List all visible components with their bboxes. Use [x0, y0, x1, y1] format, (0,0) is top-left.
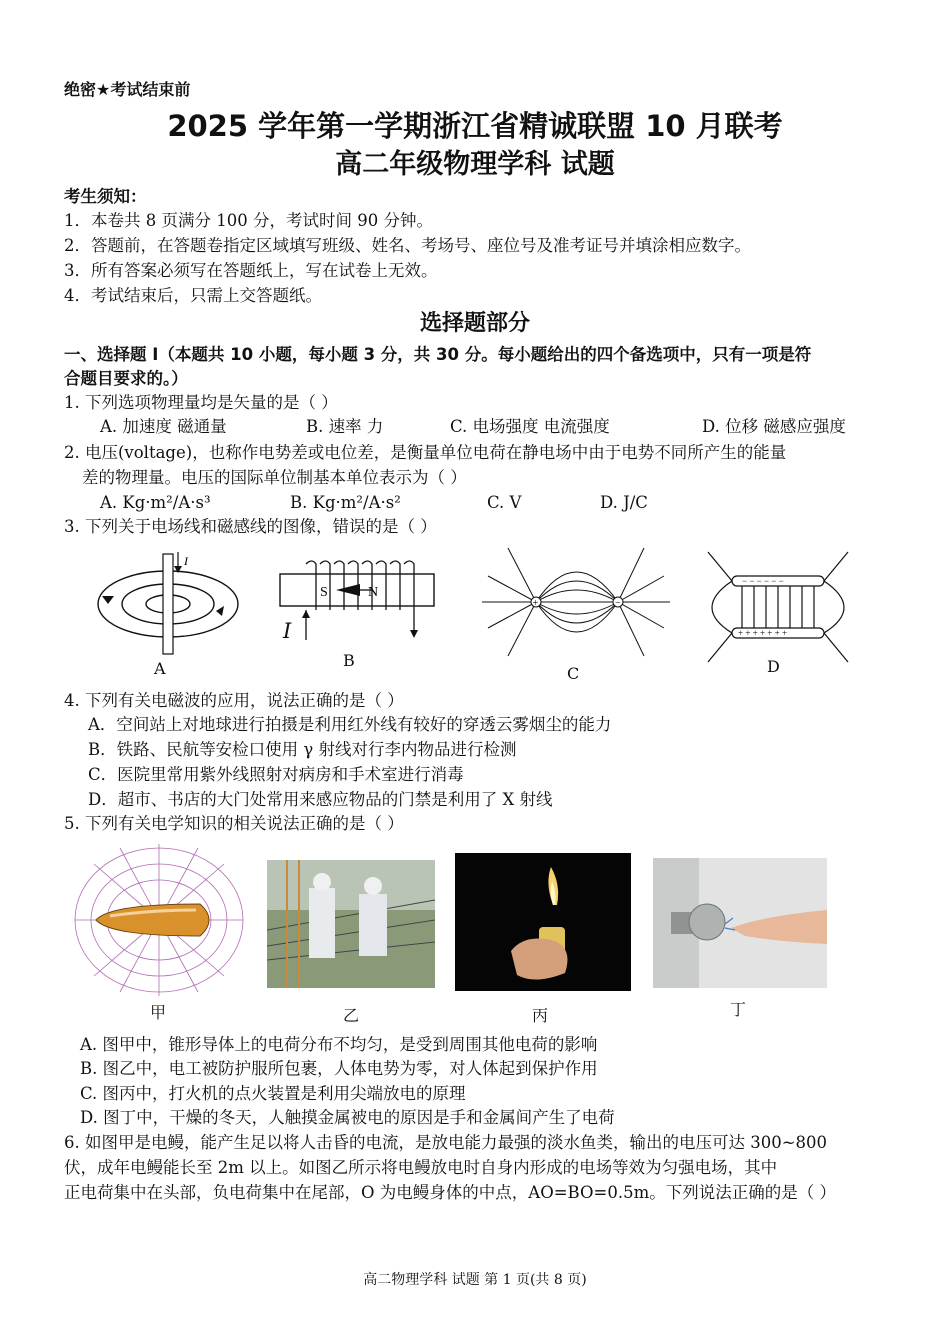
q5-option-d: D. 图丁中，干燥的冬天，人触摸金属被电的原因是手和金属间产生了电荷 [80, 1108, 615, 1127]
question-6-stem: 6. 如图甲是电鳗，能产生足以将人击昏的电流，是放电能力最强的淡水鱼类，输出的电压可达 300~800 [64, 1133, 828, 1152]
q4-option-b: B．铁路、民航等安检口使用 γ 射线对行李内物品进行检测 [88, 740, 517, 759]
q4-option-c: C．医院里常用紫外线照射对病房和手术室进行消毒 [88, 765, 464, 784]
q4-option-d: D．超市、书店的大门处常用来感应物品的门禁是利用了 X 射线 [88, 790, 553, 809]
q5-option-c: C. 图丙中，打火机的点火装置是利用尖端放电的原理 [80, 1084, 466, 1103]
q2-option-a: A. Kg·m²/A·s³ [100, 493, 211, 512]
figure-yi-electrician-photo [267, 860, 435, 988]
svg-text:−: − [615, 598, 621, 609]
figure-bing-lighter-photo [455, 853, 631, 991]
caption-bing: 丙 [532, 1006, 549, 1025]
figure-a-label: A [154, 659, 166, 678]
svg-text:+: + [532, 598, 539, 609]
figure-b-label: B [343, 651, 355, 670]
notice-item: 3．所有答案必须写在答题纸上，写在试卷上无效。 [64, 261, 438, 280]
caption-yi: 乙 [343, 1006, 360, 1025]
question-2-stem: 2. 电压(voltage)，也称作电势差或电位差，是衡量单位电荷在静电场中由于电势不同所产生的能量 [64, 443, 787, 462]
question-1-stem: 1. 下列选项物理量均是矢量的是（ ） [64, 393, 338, 412]
notice-item: 1．本卷共 8 页满分 100 分，考试时间 90 分钟。 [64, 211, 433, 230]
svg-text:− − − − − −: − − − − − − [742, 576, 784, 586]
exam-title: 2025 学年第一学期浙江省精诚联盟 10 月联考 [167, 109, 783, 143]
question-6-stem: 伏，成年电鳗能长至 2m 以上。如图乙所示将电鳗放电时自身内形成的电场等效为匀强电场，其中 [64, 1158, 778, 1177]
figure-c-label: C [567, 664, 580, 683]
question-3-stem: 3. 下列关于电场线和磁感线的图像，错误的是（ ） [64, 517, 437, 536]
q2-option-b: B. Kg·m²/A·s² [290, 493, 401, 512]
notice-item: 2．答题前，在答题卷指定区域填写班级、姓名、考场号、座位号及准考证号并填涂相应数字。 [64, 236, 751, 255]
q1-option-c: C. 电场强度 电流强度 [450, 417, 610, 436]
exam-subtitle: 高二年级物理学科 试题 [335, 149, 615, 180]
q4-option-a: A．空间站上对地球进行拍摄是利用红外线有较好的穿透云雾烟尘的能力 [88, 715, 612, 734]
figure-b-s-label: S [320, 585, 328, 600]
section-intro: 一、选择题 I（本题共 10 小题，每小题 3 分，共 30 分。每小题给出的四个备选项中，只有一项是符 [64, 345, 812, 364]
svg-text:+ + + + + + +: + + + + + + + [738, 628, 788, 638]
notice-heading: 考生须知： [64, 187, 147, 206]
section-intro: 合题目要求的。） [64, 369, 188, 388]
figure-a-current-label: I [184, 554, 188, 568]
section-title: 选择题部分 [419, 311, 530, 336]
figure-b-n-label: N [368, 585, 379, 600]
question-4-stem: 4. 下列有关电磁波的应用，说法正确的是（ ） [64, 691, 404, 710]
q5-option-b: B. 图乙中，电工被防护服所包裹，人体电势为零，对人体起到保护作用 [80, 1059, 598, 1078]
question-6-stem: 正电荷集中在头部，负电荷集中在尾部，O 为电鳗身体的中点，AO=BO=0.5m。下列说法正确的是（ ） [64, 1183, 836, 1202]
caption-jia: 甲 [150, 1003, 167, 1022]
question-5-stem: 5. 下列有关电学知识的相关说法正确的是（ ） [64, 814, 404, 833]
q1-option-d: D. 位移 磁感应强度 [702, 417, 846, 436]
figure-d-parallel-plates [702, 548, 862, 668]
notice-item: 4．考试结束后，只需上交答题纸。 [64, 286, 322, 305]
page-footer: 高二物理学科 试题 第 1 页(共 8 页) [363, 1272, 587, 1288]
q1-option-a: A. 加速度 磁通量 [100, 417, 227, 436]
secret-label: 绝密★考试结束前 [64, 80, 191, 99]
figure-jia-conical-conductor [70, 840, 248, 998]
figure-c-dipole-field [478, 540, 674, 664]
q5-option-a: A. 图甲中，锥形导体上的电荷分布不均匀，是受到周围其他电荷的影响 [80, 1035, 598, 1054]
figure-b-current-label: I [283, 619, 292, 643]
q1-option-b: B. 速率 力 [306, 417, 384, 436]
figure-d-label: D [767, 657, 780, 676]
figure-a-current-wire-field [88, 548, 248, 660]
question-2-stem: 差的物理量。电压的国际单位制基本单位表示为（ ） [82, 468, 467, 487]
caption-ding: 丁 [730, 1000, 747, 1019]
figure-ding-doorknob-photo [653, 858, 827, 988]
q2-option-c: C. V [487, 493, 522, 512]
figure-b-solenoid [276, 556, 438, 642]
q2-option-d: D. J/C [600, 493, 648, 512]
